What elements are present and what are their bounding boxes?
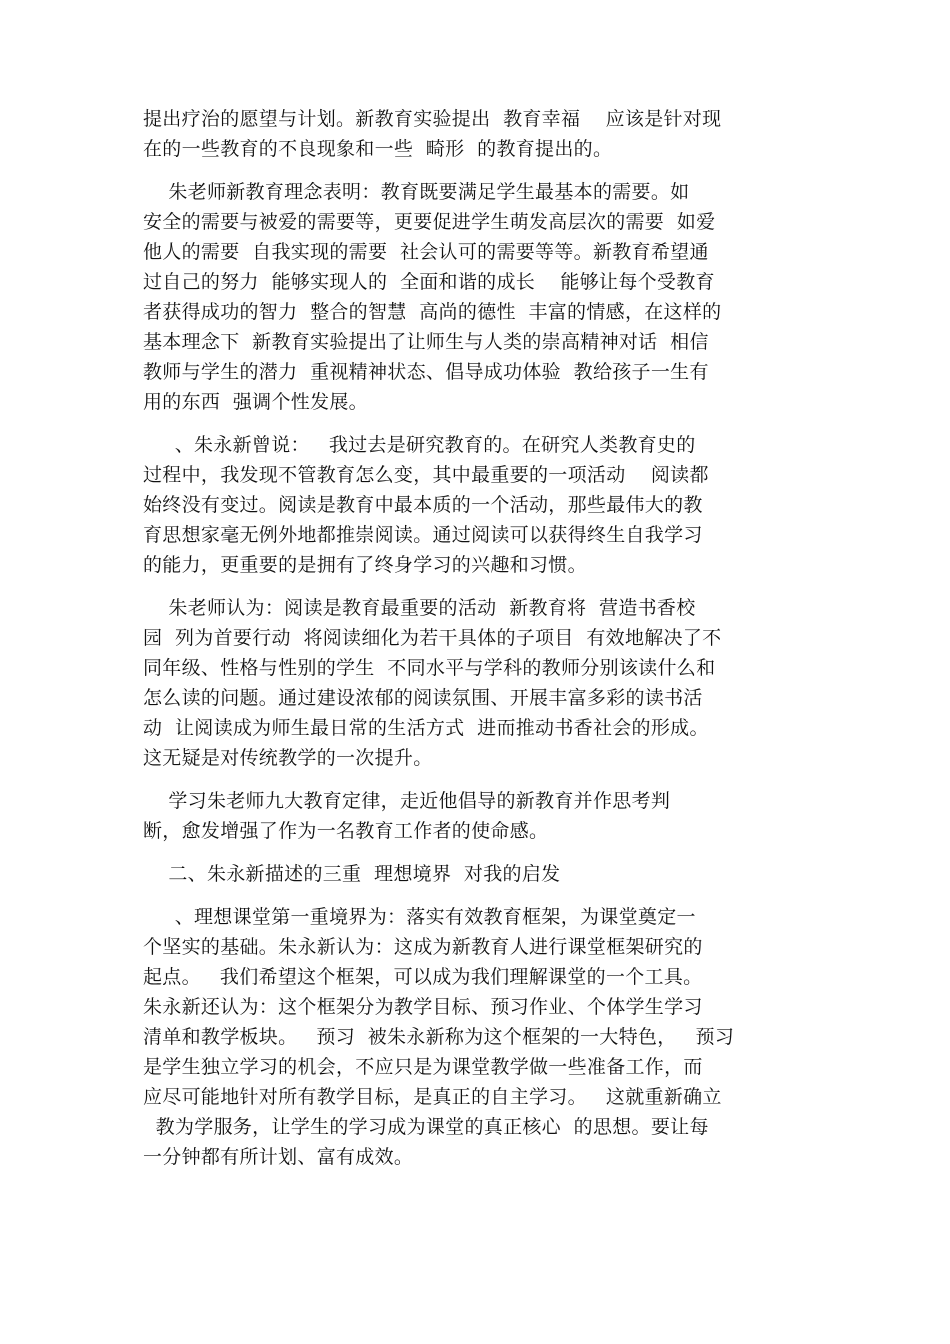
text-line: 在的一些教育的不良现象和一些 畸形 的教育提出的。 [143, 138, 613, 160]
text-line: 应尽可能地针对所有教学目标，是真正的自主学习。 这就重新确立 [143, 1086, 722, 1108]
text-line: 、理想课堂第一重境界为：落实有效教育框架，为课堂奠定一 [143, 906, 696, 928]
text-line: 园 列为首要行动 将阅读细化为若干具体的子项目 有效地解决了不 [143, 627, 722, 649]
text-line: 个坚实的基础。朱永新认为：这成为新教育人进行课堂框架研究的 [143, 936, 703, 958]
text-line: 用的东西 强调个性发展。 [143, 391, 368, 413]
text-line: 、朱永新曾说： 我过去是研究教育的。在研究人类教育史的 [143, 434, 696, 456]
text-line: 同年级、性格与性别的学生 不同水平与学科的教师分别该读什么和 [143, 657, 716, 679]
text-line: 动 让阅读成为师生最日常的生活方式 进而推动书香社会的形成。 [143, 717, 709, 739]
section-heading [143, 859, 813, 889]
text-line: 过自己的努力 能够实现人的 全面和谐的成长 能够让每个受教育 [143, 271, 715, 293]
paragraph-4 [143, 593, 813, 773]
text-line: 安全的需要与被爱的需要等，更要促进学生萌发高层次的需要 如爱 [143, 211, 716, 233]
text-line: 朱老师认为：阅读是教育最重要的活动 新教育将 营造书香校 [143, 597, 696, 619]
document-body [143, 104, 813, 1185]
text-line: 断，愈发增强了作为一名教育工作者的使命感。 [143, 820, 549, 842]
text-line: 清单和教学板块。 预习 被朱永新称为这个框架的一大特色， 预习 [143, 1026, 735, 1048]
paragraph-7 [143, 902, 813, 1172]
text-line: 始终没有变过。阅读是教育中最本质的一个活动，那些最伟大的教 [143, 494, 703, 516]
text-line: 过程中，我发现不管教育怎么变，其中最重要的一项活动 阅读都 [143, 464, 709, 486]
text-line: 起点。 我们希望这个框架，可以成为我们理解课堂的一个工具。 [143, 966, 703, 988]
text-line: 教为学服务，让学生的学习成为课堂的真正核心 的思想。要让每 [143, 1116, 709, 1138]
text-line: 育思想家毫无例外地都推崇阅读。通过阅读可以获得终生自我学习 [143, 524, 703, 546]
text-line: 朱老师新教育理念表明：教育既要满足学生最基本的需要。如 [143, 181, 690, 203]
text-line: 提出疗治的愿望与计划。新教育实验提出 教育幸福 应该是针对现 [143, 108, 722, 130]
paragraph-1 [143, 104, 813, 164]
text-line: 二、朱永新描述的三重 理想境界 对我的启发 [143, 863, 561, 885]
text-line: 朱永新还认为：这个框架分为教学目标、预习作业、个体学生学习 [143, 996, 703, 1018]
text-line: 教师与学生的潜力 重视精神状态、倡导成功体验 教给孩子一生有 [143, 361, 709, 383]
paragraph-2 [143, 177, 813, 417]
text-line: 基本理念下 新教育实验提出了让师生与人类的崇高精神对话 相信 [143, 331, 709, 353]
text-line: 他人的需要 自我实现的需要 社会认可的需要等等。新教育希望通 [143, 241, 709, 263]
text-line: 怎么读的问题。通过建设浓郁的阅读氛围、开展丰富多彩的读书活 [143, 687, 703, 709]
text-line: 者获得成功的智力 整合的智慧 高尚的德性 丰富的情感，在这样的 [143, 301, 722, 323]
text-line: 的能力，更重要的是拥有了终身学习的兴趣和习惯。 [143, 554, 587, 576]
text-line: 一分钟都有所计划、富有成效。 [143, 1146, 414, 1168]
text-line: 是学生独立学习的机会，不应只是为课堂教学做一些准备工作，而 [143, 1056, 703, 1078]
paragraph-3 [143, 430, 813, 580]
paragraph-5 [143, 786, 813, 846]
text-line: 学习朱老师九大教育定律，走近他倡导的新教育并作思考判 [143, 790, 671, 812]
text-line: 这无疑是对传统教学的一次提升。 [143, 747, 433, 769]
